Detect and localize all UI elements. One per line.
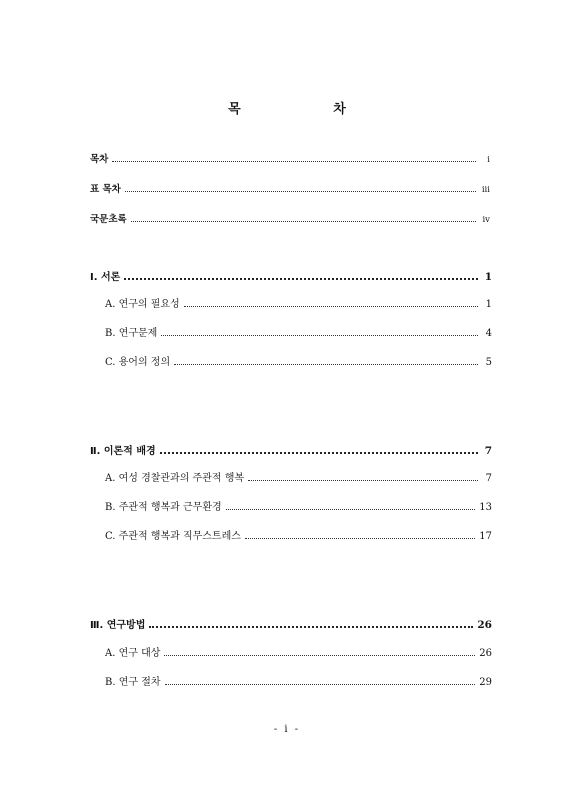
toc-entry-label: 국문초록	[90, 214, 127, 225]
dot-leader	[226, 509, 476, 510]
toc-section-label: C. 용어의 정의	[105, 357, 171, 368]
toc-section-3a[interactable]	[105, 647, 492, 661]
toc-chapter-label: Ⅲ. 연구방법	[90, 620, 146, 631]
toc-entry-front-2[interactable]	[90, 183, 490, 197]
toc-entry-label: 목차	[90, 154, 109, 165]
dot-leader	[112, 161, 476, 162]
dot-leader	[160, 452, 478, 454]
page-title: 목 차	[228, 102, 390, 117]
toc-section-3b[interactable]	[105, 676, 492, 690]
toc-section-2a[interactable]	[105, 472, 492, 486]
toc-section-page: 13	[479, 502, 492, 513]
toc-chapter-label: Ⅱ. 이론적 배경	[90, 446, 156, 457]
toc-section-1b[interactable]	[105, 327, 492, 341]
toc-chapter-page: 7	[484, 445, 492, 457]
page-number-footer: - i -	[273, 724, 301, 735]
toc-section-label: B. 연구문제	[105, 328, 158, 339]
toc-section-label: B. 주관적 행복과 근무환경	[105, 502, 222, 513]
toc-section-page: 5	[485, 357, 492, 368]
toc-section-page: 17	[479, 531, 492, 542]
toc-chapter-1[interactable]	[90, 270, 492, 285]
toc-section-page: 1	[485, 299, 492, 310]
toc-section-page: 7	[485, 473, 492, 484]
toc-section-label: B. 연구 절차	[105, 677, 161, 688]
toc-chapter-page: 26	[477, 619, 492, 631]
toc-section-label: A. 연구 대상	[105, 648, 161, 659]
dot-leader	[124, 278, 478, 280]
dot-leader	[174, 364, 478, 365]
dot-leader	[149, 626, 473, 628]
toc-section-label: A. 여성 경찰관과의 주관적 행복	[105, 473, 245, 484]
dot-leader	[184, 306, 478, 307]
dot-leader	[245, 538, 475, 539]
toc-section-1c[interactable]	[105, 356, 492, 370]
toc-section-label: A. 연구의 필요성	[105, 299, 180, 310]
toc-section-page: 26	[479, 648, 492, 659]
toc-chapter-label: Ⅰ. 서론	[90, 272, 121, 283]
toc-section-page: 4	[485, 328, 492, 339]
toc-section-page: 29	[479, 677, 492, 688]
dot-leader	[161, 335, 478, 336]
dot-leader	[164, 655, 475, 656]
toc-entry-page: i	[487, 155, 490, 165]
toc-chapter-3[interactable]	[90, 618, 492, 633]
dot-leader	[248, 480, 478, 481]
dot-leader	[131, 221, 476, 222]
dot-leader	[125, 191, 476, 192]
toc-chapter-page: 1	[484, 271, 492, 283]
toc-entry-front-3[interactable]	[90, 213, 490, 227]
toc-entry-page: iii	[481, 185, 490, 195]
toc-entry-front-1[interactable]	[90, 153, 490, 167]
toc-entry-label: 표 목차	[90, 184, 121, 195]
dot-leader	[165, 684, 476, 685]
toc-section-1a[interactable]	[105, 298, 492, 312]
toc-entry-page: iv	[482, 215, 490, 225]
toc-section-label: C. 주관적 행복과 직무스트레스	[105, 531, 241, 542]
toc-section-2b[interactable]	[105, 501, 492, 515]
toc-chapter-2[interactable]	[90, 444, 492, 459]
toc-section-2c[interactable]	[105, 530, 492, 544]
